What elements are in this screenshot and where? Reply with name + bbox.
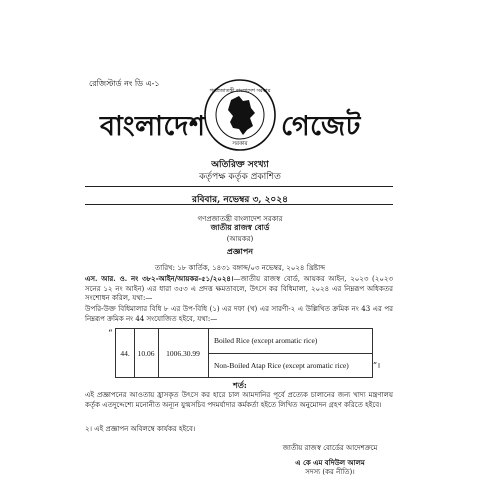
paragraph-effective: ২। এই প্রজ্ঞাপন অবিলম্বে কার্যকর হইবে।: [85, 425, 196, 433]
condition-heading: শর্ত:: [233, 380, 247, 390]
registered-number: রেজিস্টার্ড নং ডি এ-১: [89, 79, 160, 88]
gazette-title-bangladesh: বাংলাদেশ: [100, 111, 206, 142]
paragraph-amendment: উপরি-উক্ত বিধিমালার বিধি ৮ এর উপ-বিধি (১) এর দফা (খ) এর সারণী-২ এ উল্লিখিত ক্রমিক নং 43 এর পর নিম্নরূপ ক্রমিক নং 44 সংযোজিত হইবে, যথা:—: [85, 305, 393, 323]
sro-number: এস. আর. ও. নং ৩৮২-আইন/আয়কর-৫১/২০২৪।: [85, 274, 234, 283]
header-divider-bottom: [85, 204, 393, 205]
table-serial: 44.: [116, 329, 135, 377]
header-divider-top: [85, 186, 393, 187]
office-wing: (আয়কর): [226, 235, 254, 243]
notice-heading: প্রজ্ঞাপন: [226, 246, 254, 256]
notice-dateline: তারিখ: ১৮ কার্তিক, ১৪৩১ বঙ্গাব্দ/০৩ নভেম্বর, ২০২৪ খ্রিষ্টাব্দ: [154, 264, 326, 272]
issue-date: রবিবার, নভেম্বর ৩, ২০২৪: [192, 195, 288, 205]
gazette-title-gazette: গেজেট: [281, 111, 361, 142]
table-desc-atap-rice: Non-Boiled Atap Rice (except aromatic rice): [208, 353, 372, 378]
seal-text-top: গণপ্রজাতন্ত্রী বাংলাদেশ সরকার: [209, 88, 271, 94]
extraordinary-issue: অতিরিক্ত সংখ্যা: [211, 160, 269, 170]
table-quote-open: “: [108, 329, 113, 339]
signature-by-order: জাতীয় রাজস্ব বোর্ডের আদেশক্রমে: [282, 444, 378, 452]
published-by-authority: কর্তৃপক্ষ কর্তৃক প্রকাশিত: [199, 172, 281, 182]
table-quote-close: ”।: [373, 361, 381, 370]
table-desc-boiled-rice: Boiled Rice (except aromatic rice): [214, 336, 318, 346]
seal-text-bottom: সরকার: [232, 141, 248, 147]
office-board: জাতীয় রাজস্ব বোর্ড: [210, 223, 270, 232]
signatory-designation: সদস্য (কর নীতি)।: [305, 468, 355, 476]
rice-hs-table: [115, 328, 373, 378]
paragraph-condition: এই প্রজ্ঞাপনের আওতায় হ্রাসকৃত উৎসে কর হারে চাল আমদানির পূর্বে প্রত্যেক চালানের জন্য খাদ্য মন্ত্রণালয় কর্তৃক এতদুদ্দেশ্যে মনোনীত অন্যূন যুগ্মসচিব পদমর্যাদার কর্মকর্তা হইতে লিখিত অনুমোদন গ্রহণ করিতে হইবে।: [85, 391, 393, 409]
table-hs-code: 1006.30.99: [158, 329, 209, 377]
government-seal-icon: [203, 78, 277, 152]
table-heading: 10.06: [134, 329, 159, 377]
sro-text: —জাতীয় রাজস্ব বোর্ড, আয়কর আইন, ২০২৩ (২০২৩ সনের ১২ নং আইন) এর ধারা ৩৫৩ এ প্রদত্ত ক্ষমতাবলে, উৎসে কর বিধিমালা, ২০২৪ এর নিম্নরূপ অধিকতর সংশোধন করিল, যথা:—: [85, 275, 393, 303]
signatory-name: এ কে এম বদিউল আলম: [295, 458, 365, 467]
paragraph-sro: [85, 274, 393, 304]
table-description: [208, 329, 372, 377]
office-government: গণপ্রজাতন্ত্রী বাংলাদেশ সরকার: [197, 215, 283, 223]
